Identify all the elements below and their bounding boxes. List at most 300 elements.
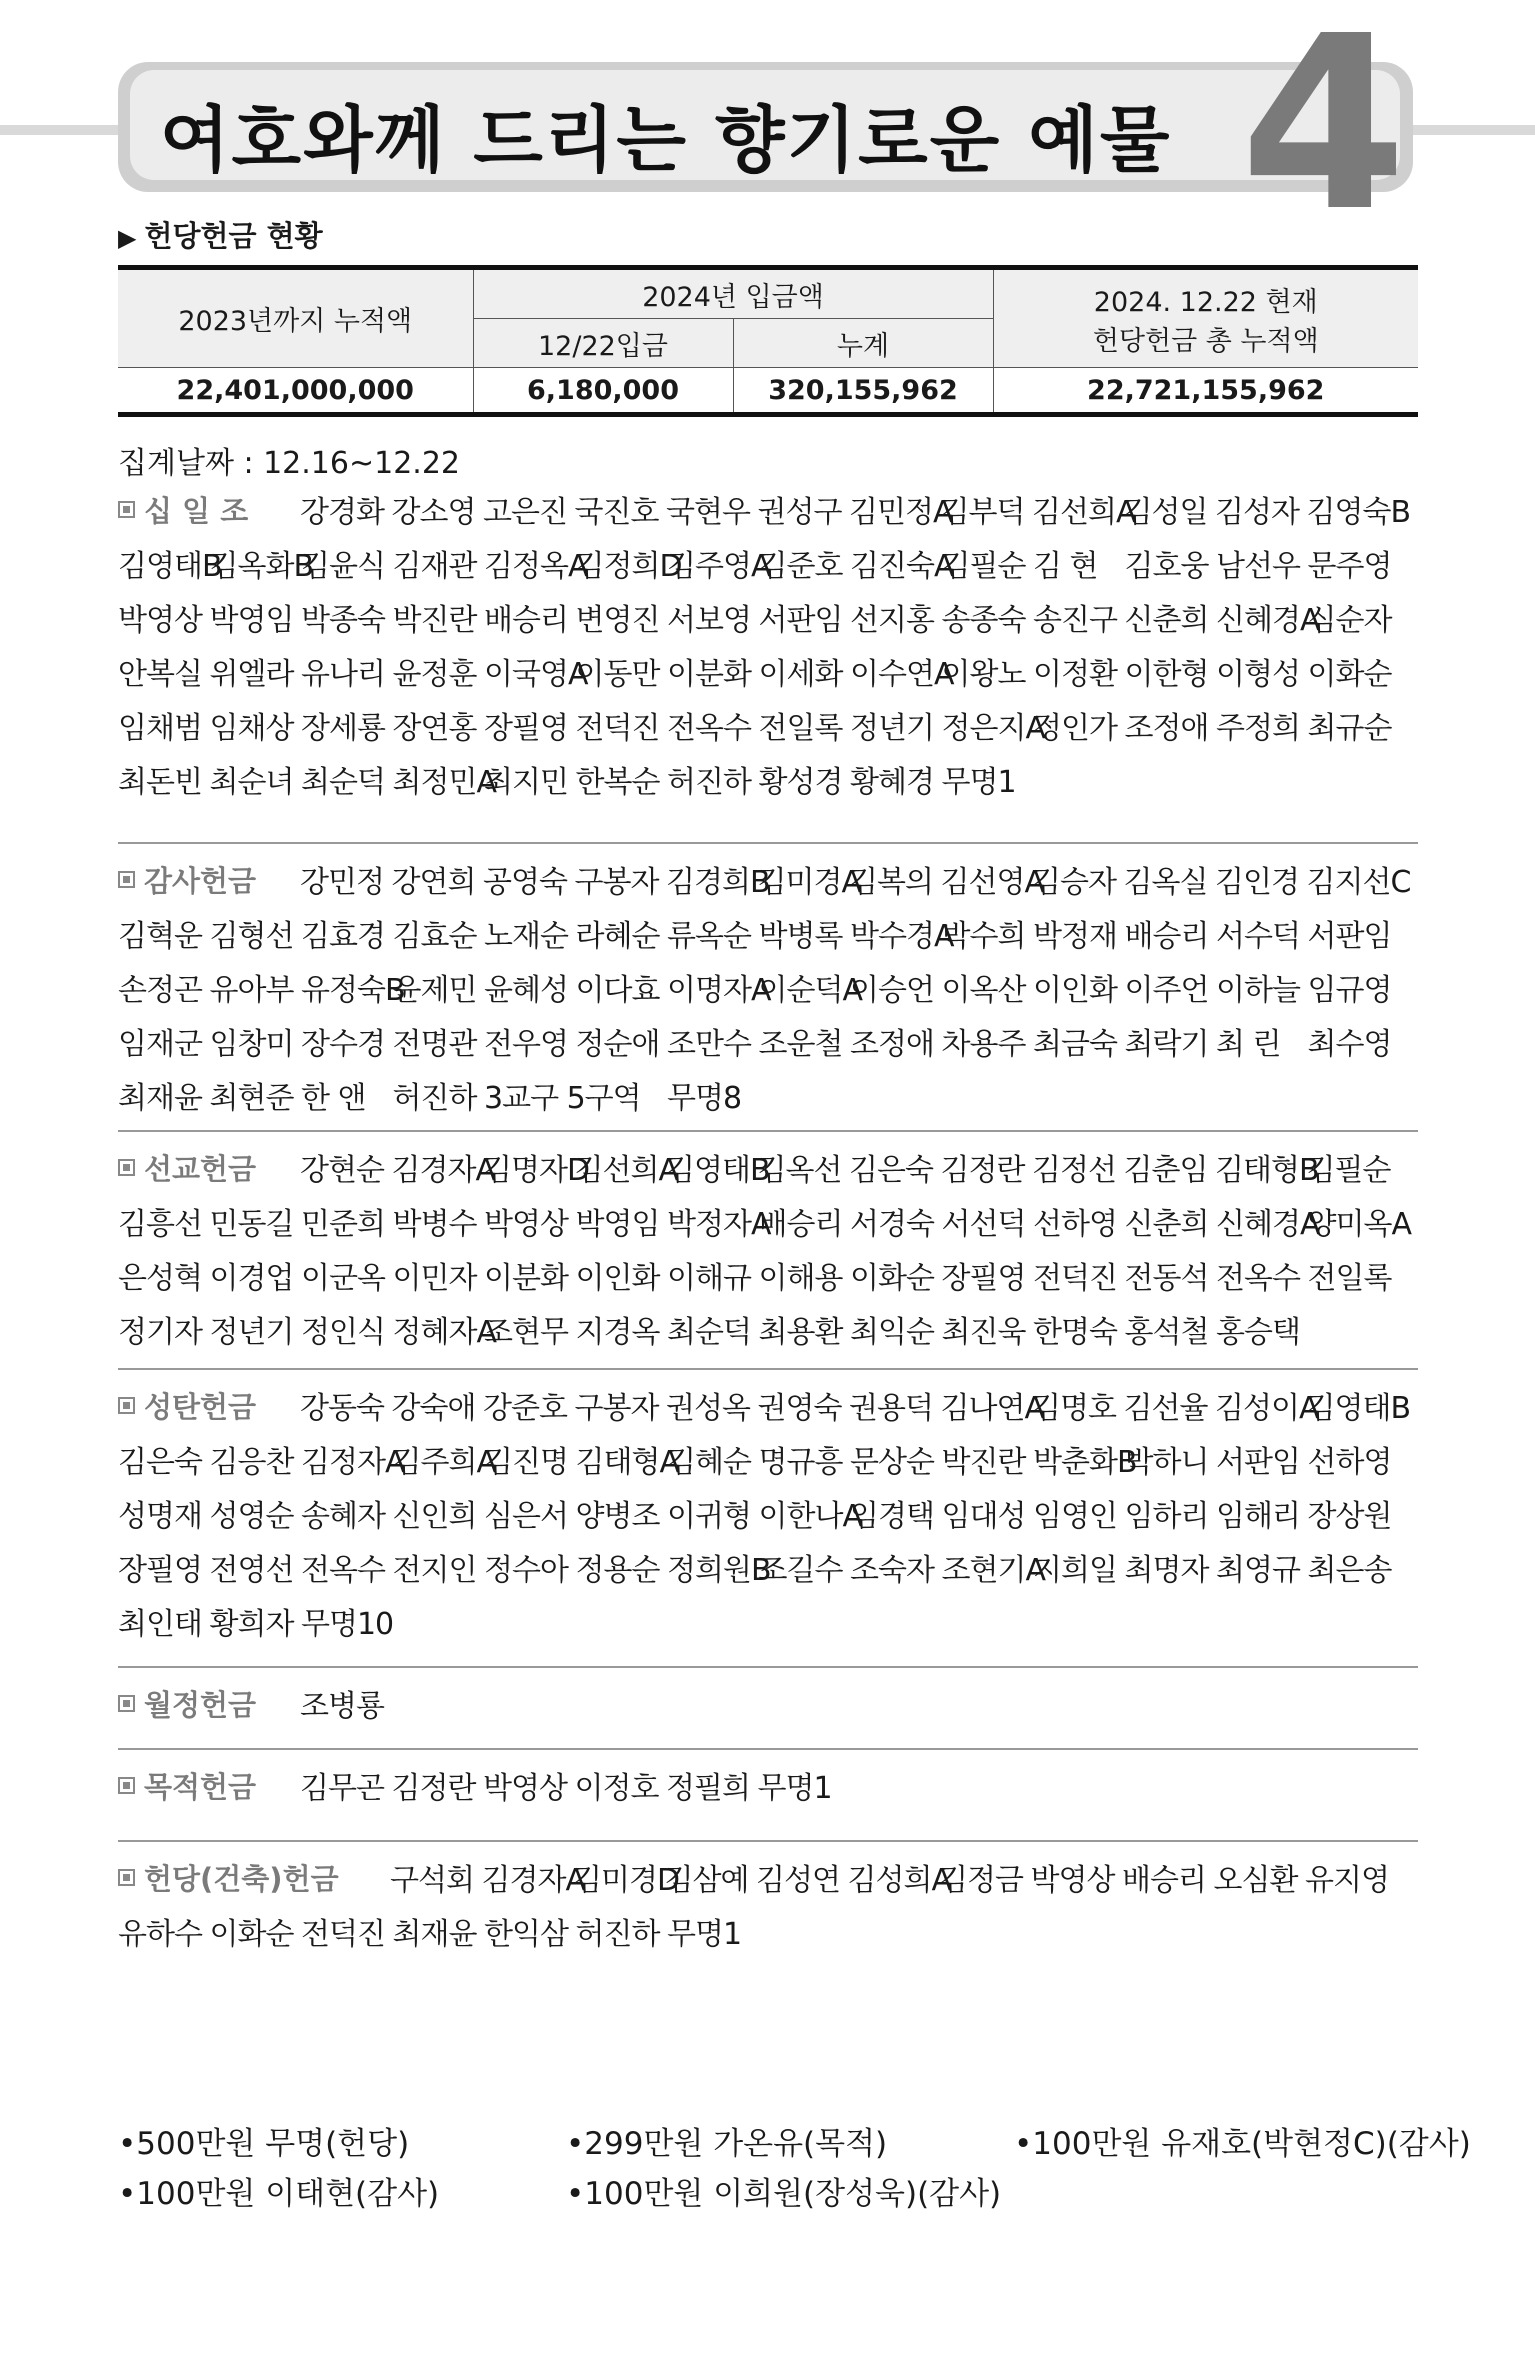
donor-name: 김나연A — [940, 1391, 1044, 1426]
donor-name: 신혜경A — [1216, 603, 1320, 638]
donation-section — [118, 482, 1418, 806]
donor-name: 최정민A — [392, 765, 496, 800]
name-row — [118, 644, 1418, 698]
donor-name: 김옥선 — [757, 1153, 842, 1188]
donor-name: 김무곤 — [300, 1771, 384, 1806]
donor-name: 이형성 — [1216, 657, 1300, 692]
donor-name: 김부덕 — [940, 495, 1025, 530]
donor-name: 최용환 — [758, 1315, 843, 1350]
donor-name: 김윤식 — [301, 549, 385, 584]
donor-name: 김정자A — [301, 1445, 405, 1480]
donor-name: 홍승택 — [1216, 1315, 1300, 1350]
donor-name: 정기자 — [118, 1315, 202, 1350]
donor-name: 유하수 — [118, 1917, 202, 1952]
donor-name: 서보영 — [667, 603, 751, 638]
name-row — [118, 1758, 1418, 1812]
donor-name: 최재윤 — [118, 1081, 202, 1116]
donor-name: 김승자 — [1032, 865, 1116, 900]
donor-name: 서판임 — [1307, 919, 1392, 954]
header-side-line-right — [1400, 125, 1535, 135]
donor-name: 이분화 — [667, 657, 751, 692]
donor-name: 한 앤 — [301, 1081, 366, 1116]
donor-name: 서선덕 — [941, 1207, 1026, 1242]
donor-name: 윤정훈 — [392, 657, 477, 692]
donation-section — [118, 1666, 1418, 1730]
donor-name: 임경택 — [850, 1499, 934, 1534]
donor-name: 강경화 — [300, 495, 384, 530]
donor-name: 최순덕 — [301, 765, 385, 800]
donor-name: 박수경A — [850, 919, 954, 954]
donor-name: 정인식 — [301, 1315, 385, 1350]
donor-name: 김경자A — [391, 1153, 495, 1188]
donor-name: 강연희 — [391, 865, 476, 900]
section-bullet-icon — [118, 501, 135, 518]
page-number: 4 — [1240, 0, 1407, 264]
donor-name: 박병수 — [392, 1207, 477, 1242]
donor-name: 이순덕A — [758, 973, 862, 1008]
donation-section — [118, 1840, 1418, 1958]
donor-name: 강숙애 — [391, 1391, 476, 1426]
donor-name: 임채상 — [209, 711, 294, 746]
summary-cell: 22,721,155,962 — [993, 368, 1418, 415]
donor-name: 김영태B — [118, 549, 222, 584]
donor-name: 임채범 — [118, 711, 202, 746]
section-label-text: 월정헌금 — [144, 1687, 257, 1722]
summary-cell: 6,180,000 — [473, 368, 733, 415]
donor-name: 국진호 — [574, 495, 659, 530]
donor-name: 박정재 — [1033, 919, 1117, 954]
donor-name: 서판임 — [758, 603, 843, 638]
section-label — [118, 1683, 300, 1724]
name-row — [118, 906, 1418, 960]
donor-name: 박영상 — [118, 603, 202, 638]
donor-name: 정년기 — [850, 711, 934, 746]
donor-name: 배승리 — [1124, 919, 1209, 954]
donor-name: 김효순 — [392, 919, 477, 954]
summary-cell: 22,401,000,000 — [118, 368, 473, 415]
donor-name: 장수경 — [301, 1027, 385, 1062]
donor-name: 이화순 — [1307, 657, 1392, 692]
donor-name: 김재관 — [392, 549, 477, 584]
name-row — [118, 1014, 1418, 1068]
donor-name: 선하영 — [1307, 1445, 1392, 1480]
donor-name: 고은진 — [483, 495, 567, 530]
donor-name: 조정애 — [850, 1027, 934, 1062]
donor-name: 조병룡 — [300, 1689, 384, 1724]
donor-name: 선지홍 — [850, 603, 934, 638]
donor-name: 이한형 — [1124, 657, 1209, 692]
donor-name: 전지인 — [392, 1553, 477, 1588]
donor-name: 김필순 — [941, 549, 1026, 584]
donor-name: 구봉자 — [574, 865, 659, 900]
section-bullet-icon — [118, 1777, 135, 1794]
donor-name: 최인태 — [118, 1607, 202, 1642]
donor-name: 김진명 — [484, 1445, 568, 1480]
donor-name: 박하니 — [1124, 1445, 1209, 1480]
donor-name: 황희자 — [209, 1607, 294, 1642]
donor-name: 김선희A — [1032, 495, 1136, 530]
note-item: •100만원 이희원(장성욱)(감사) — [566, 2176, 1002, 2212]
donor-name: 이하늘 — [1216, 973, 1300, 1008]
name-row — [118, 698, 1418, 752]
section-bullet-icon — [118, 1869, 135, 1886]
donor-name: 최금숙 — [1033, 1027, 1117, 1062]
donor-name: 김형선 — [209, 919, 294, 954]
donor-name: 황성경 — [758, 765, 843, 800]
donor-name: 김정희D — [575, 549, 682, 584]
donor-name: 이다효 — [575, 973, 660, 1008]
donor-name: 배승리 — [1122, 1863, 1206, 1898]
donor-name: 최은송 — [1307, 1553, 1392, 1588]
donor-name: 구봉자 — [574, 1391, 659, 1426]
donor-name: 한익삼 — [484, 1917, 568, 1952]
donor-name: 이민자 — [392, 1261, 477, 1296]
section-bullet-icon — [118, 1397, 135, 1414]
donation-section — [118, 1368, 1418, 1648]
donor-name: 김응찬 — [209, 1445, 294, 1480]
donor-name: 서경숙 — [850, 1207, 934, 1242]
summary-header-1222: 12/22입금 — [473, 319, 733, 368]
donor-name: 김정금 — [939, 1863, 1023, 1898]
note-item: •299만원 가온유(목적) — [566, 2126, 888, 2162]
section-label — [118, 1385, 300, 1426]
donor-name: 이경업 — [209, 1261, 294, 1296]
donation-section — [118, 842, 1418, 1122]
donor-name: 김선율 — [1123, 1391, 1208, 1426]
donor-name: 박병록 — [758, 919, 843, 954]
donor-name: 양병조 — [575, 1499, 660, 1534]
donor-name: 허진하 — [575, 1917, 660, 1952]
donor-name: 신혜경A — [1216, 1207, 1320, 1242]
section-label — [118, 1857, 390, 1898]
donor-name: 이해용 — [758, 1261, 843, 1296]
donor-name: 조운철 — [758, 1027, 843, 1062]
donor-name: 양미옥A — [1307, 1207, 1411, 1242]
donor-name: 오심환 — [1213, 1863, 1298, 1898]
donor-name: 황혜경 — [850, 765, 934, 800]
donor-name: 장연홍 — [392, 711, 477, 746]
donor-name: 국현우 — [666, 495, 750, 530]
donor-name: 박정자A — [667, 1207, 771, 1242]
donor-name: 김인경 — [1215, 865, 1299, 900]
name-row — [118, 1676, 1418, 1730]
donor-name: 전옥수 — [301, 1553, 385, 1588]
donor-name: 이화순 — [850, 1261, 934, 1296]
donor-name: 김미경A — [757, 865, 861, 900]
donor-name: 강준호 — [483, 1391, 567, 1426]
summary-header-running-total: 누계 — [733, 319, 993, 368]
donor-name: 김정란 — [391, 1771, 476, 1806]
donor-name: 임창미 — [209, 1027, 294, 1062]
donor-name: 장세룡 — [301, 711, 385, 746]
donor-name: 송종숙 — [941, 603, 1026, 638]
summary-header-total-line1: 2024. 12.22 현재 — [1093, 286, 1318, 318]
name-row — [118, 1594, 1418, 1648]
donor-name: 송진구 — [1033, 603, 1117, 638]
donor-name: 배승리 — [758, 1207, 843, 1242]
donor-name: 김 현 — [1033, 549, 1098, 584]
donor-name: 한복순 — [575, 765, 660, 800]
donor-name: 정필희 — [666, 1771, 750, 1806]
donor-name: 최순녀 — [209, 765, 294, 800]
donor-name: 최수영 — [1307, 1027, 1392, 1062]
donor-name: 지경옥 — [575, 1315, 660, 1350]
header-side-line-left — [0, 125, 130, 135]
section-label — [118, 489, 300, 530]
donor-name: 김미경D — [573, 1863, 680, 1898]
donor-name: 유지영 — [1305, 1863, 1389, 1898]
donor-name: 이주언 — [1124, 973, 1209, 1008]
donor-name: 이정환 — [1033, 657, 1117, 692]
donor-name: 한명숙 — [1033, 1315, 1117, 1350]
donor-name: 김진숙A — [850, 549, 954, 584]
donor-name: 정순애 — [575, 1027, 660, 1062]
donor-name: 최영규 — [1216, 1553, 1300, 1588]
donor-name: 손정곤 — [118, 973, 202, 1008]
section-bullet-icon — [118, 1695, 135, 1712]
donor-name: 은성혁 — [118, 1261, 202, 1296]
donor-name: 심순자 — [1307, 603, 1392, 638]
donor-name: 정용순 — [575, 1553, 660, 1588]
donor-name: 장상원 — [1307, 1499, 1392, 1534]
donor-name: 조현기A — [941, 1553, 1045, 1588]
donor-name: 변영진 — [575, 603, 660, 638]
name-row — [118, 1486, 1418, 1540]
donor-name: 남선우 — [1216, 549, 1300, 584]
donor-name: 김은숙 — [118, 1445, 202, 1480]
donor-name: 정혜자A — [392, 1315, 496, 1350]
donor-name: 허진하 — [667, 765, 751, 800]
donor-name: 김주희A — [392, 1445, 496, 1480]
donor-name: 권영숙 — [757, 1391, 842, 1426]
donor-name: 김명호 — [1032, 1391, 1116, 1426]
donor-name: 윤혜성 — [484, 973, 568, 1008]
donor-name: 최순덕 — [667, 1315, 751, 1350]
section-label-text: 십 일 조 — [144, 493, 249, 528]
donor-name: 전명관 — [392, 1027, 477, 1062]
donor-name: 김혜순 — [667, 1445, 751, 1480]
section-bullet-icon — [118, 871, 135, 888]
summary-header-cumulative-2023: 2023년까지 누적액 — [118, 268, 473, 368]
donor-name: 이명자A — [667, 973, 771, 1008]
summary-header-2024: 2024년 입금액 — [473, 268, 993, 319]
donor-name: 김필순 — [1306, 1153, 1391, 1188]
name-row — [118, 590, 1418, 644]
donor-name: 조정애 — [1124, 711, 1209, 746]
donor-name: 윤제민 — [392, 973, 477, 1008]
donor-name: 이승언 — [850, 973, 934, 1008]
donor-name: 이한나A — [758, 1499, 862, 1534]
donor-name: 조만수 — [667, 1027, 751, 1062]
donor-name: 김성일 — [1123, 495, 1208, 530]
donor-name: 임대성 — [941, 1499, 1026, 1534]
donor-name: 이귀형 — [667, 1499, 751, 1534]
donor-name: 이인화 — [575, 1261, 660, 1296]
donor-name: 유나리 — [301, 657, 385, 692]
name-row — [118, 752, 1418, 806]
section-label-text: 헌당(건축)헌금 — [144, 1861, 339, 1896]
donor-name: 조길수 — [758, 1553, 843, 1588]
donor-name: 정수아 — [484, 1553, 568, 1588]
triangle-bullet-icon: ▶ — [118, 224, 137, 252]
donor-name: 이해규 — [667, 1261, 751, 1296]
donor-name: 최 린 — [1216, 1027, 1281, 1062]
donor-name: 박수희 — [941, 919, 1026, 954]
donor-name: 류옥순 — [667, 919, 751, 954]
summary-header-total-line2: 헌당헌금 총 누적액 — [1092, 325, 1319, 357]
name-row — [118, 1432, 1418, 1486]
summary-cell: 320,155,962 — [733, 368, 993, 415]
donor-name: 심은서 — [484, 1499, 568, 1534]
donor-name: 김춘임 — [1123, 1153, 1208, 1188]
donor-name: 최돈빈 — [118, 765, 202, 800]
section-label — [118, 1765, 300, 1806]
donor-name: 권성구 — [757, 495, 842, 530]
donor-name: 서판임 — [1216, 1445, 1300, 1480]
donor-name: 김호웅 — [1124, 549, 1209, 584]
name-row — [118, 1248, 1418, 1302]
name-row — [118, 1140, 1418, 1194]
donor-name: 박종숙 — [301, 603, 385, 638]
donor-name: 이인화 — [1033, 973, 1117, 1008]
donor-name: 최명자 — [1124, 1553, 1209, 1588]
donor-name: 임해리 — [1216, 1499, 1300, 1534]
donor-name: 허진하 — [392, 1081, 477, 1116]
donor-name: 무명1 — [757, 1771, 832, 1806]
donor-name: 전덕진 — [575, 711, 660, 746]
donor-name: 무명1 — [667, 1917, 742, 1952]
donor-name: 최규순 — [1307, 711, 1392, 746]
donor-name: 전덕진 — [1033, 1261, 1117, 1296]
donor-name: 조현무 — [484, 1315, 568, 1350]
donor-name: 민준희 — [301, 1207, 385, 1242]
donor-name: 김지선C — [1306, 865, 1411, 900]
section-label-text: 성탄헌금 — [144, 1389, 257, 1424]
donor-name: 무명10 — [301, 1607, 394, 1642]
donor-name: 전일록 — [1307, 1261, 1392, 1296]
section-bullet-icon — [118, 1159, 135, 1176]
donor-name: 공영숙 — [483, 865, 567, 900]
name-row — [118, 1068, 1418, 1122]
donor-name: 위엘라 — [209, 657, 294, 692]
section-label-text: 목적헌금 — [144, 1769, 257, 1804]
donor-name: 김복의 — [849, 865, 933, 900]
donor-name: 박진란 — [392, 603, 477, 638]
donor-name: 김경자A — [481, 1863, 585, 1898]
donor-name: 박영상 — [484, 1207, 568, 1242]
donor-name: 전동석 — [1124, 1261, 1209, 1296]
donation-section — [118, 1130, 1418, 1356]
donor-name: 강동숙 — [300, 1391, 384, 1426]
donor-name: 구석회 — [390, 1863, 474, 1898]
donor-name: 김선영A — [940, 865, 1044, 900]
donor-name: 최락기 — [1124, 1027, 1209, 1062]
donor-name: 김태형B — [1215, 1153, 1319, 1188]
donor-name: 김삼예 — [664, 1863, 749, 1898]
donor-name: 선하영 — [1033, 1207, 1117, 1242]
donor-name: 임영인 — [1033, 1499, 1117, 1534]
note-item: •500만원 무명(헌당) — [118, 2126, 410, 2162]
donor-name: 송혜자 — [301, 1499, 385, 1534]
donor-name: 임규영 — [1307, 973, 1392, 1008]
note-item: •100만원 이태현(감사) — [118, 2176, 440, 2212]
section-label-text: 선교헌금 — [144, 1151, 257, 1186]
donor-name: 최지민 — [484, 765, 568, 800]
donor-name: 김명자D — [483, 1153, 590, 1188]
page-title: 여호와께 드리는 향기로운 예물 — [160, 98, 1172, 182]
donor-name: 정은지A — [941, 711, 1045, 746]
name-row — [118, 852, 1418, 906]
donor-name: 김성자 — [1215, 495, 1299, 530]
donor-name: 김성희A — [847, 1863, 951, 1898]
summary-values-row — [118, 368, 1418, 415]
donor-name: 김혁운 — [118, 919, 202, 954]
donor-name: 김흥선 — [118, 1207, 202, 1242]
donor-name: 지희일 — [1033, 1553, 1117, 1588]
donor-name: 박춘화B — [1033, 1445, 1137, 1480]
donor-name: 홍석철 — [1124, 1315, 1209, 1350]
donor-name: 이국영A — [484, 657, 588, 692]
donor-name: 김영숙B — [1306, 495, 1411, 530]
donor-name: 장필영 — [118, 1553, 202, 1588]
donor-name: 박영상 — [1030, 1863, 1115, 1898]
subheading-text: 헌당헌금 현황 — [144, 219, 323, 253]
donor-name: 김민정A — [849, 495, 953, 530]
donor-name: 전우영 — [484, 1027, 568, 1062]
donor-name: 박영임 — [209, 603, 294, 638]
donor-name: 임재군 — [118, 1027, 202, 1062]
name-row — [118, 1850, 1418, 1904]
donor-name: 이옥산 — [941, 973, 1026, 1008]
donor-name: 문상순 — [850, 1445, 934, 1480]
donor-name: 장필영 — [941, 1261, 1026, 1296]
section-label-text: 감사헌금 — [144, 863, 257, 898]
donor-name: 정인가 — [1033, 711, 1117, 746]
donor-name: 무명8 — [667, 1081, 742, 1116]
donor-name: 권성옥 — [666, 1391, 750, 1426]
donor-name: 유정숙B — [301, 973, 405, 1008]
donor-name: 전옥수 — [1216, 1261, 1300, 1296]
donor-name: 무명1 — [941, 765, 1016, 800]
donor-name: 강소영 — [391, 495, 476, 530]
donor-name: 민동길 — [209, 1207, 294, 1242]
name-row — [118, 1904, 1418, 1958]
donor-name: 정년기 — [209, 1315, 294, 1350]
donor-name: 강현순 — [300, 1153, 384, 1188]
donor-name: 박영임 — [575, 1207, 660, 1242]
donor-name: 김옥화B — [209, 549, 314, 584]
donor-name: 성영순 — [209, 1499, 294, 1534]
donor-name: 김준호 — [758, 549, 843, 584]
donor-name: 최현준 — [209, 1081, 294, 1116]
donor-name: 3교구 5구역 — [484, 1081, 641, 1116]
donor-name: 김정란 — [940, 1153, 1025, 1188]
donor-name: 김영태B — [666, 1153, 770, 1188]
donor-name: 신인희 — [392, 1499, 477, 1534]
name-row — [118, 1540, 1418, 1594]
donor-name: 최익순 — [850, 1315, 934, 1350]
donor-name: 서수덕 — [1216, 919, 1300, 954]
donation-section — [118, 1748, 1418, 1812]
donor-name: 전옥수 — [667, 711, 751, 746]
section-label — [118, 1147, 300, 1188]
donor-name: 임하리 — [1124, 1499, 1209, 1534]
donor-name: 김옥실 — [1123, 865, 1208, 900]
donor-name: 차용주 — [941, 1027, 1026, 1062]
donor-name: 박영상 — [483, 1771, 567, 1806]
donor-name: 정희원B — [667, 1553, 771, 1588]
donor-name: 전일록 — [758, 711, 843, 746]
